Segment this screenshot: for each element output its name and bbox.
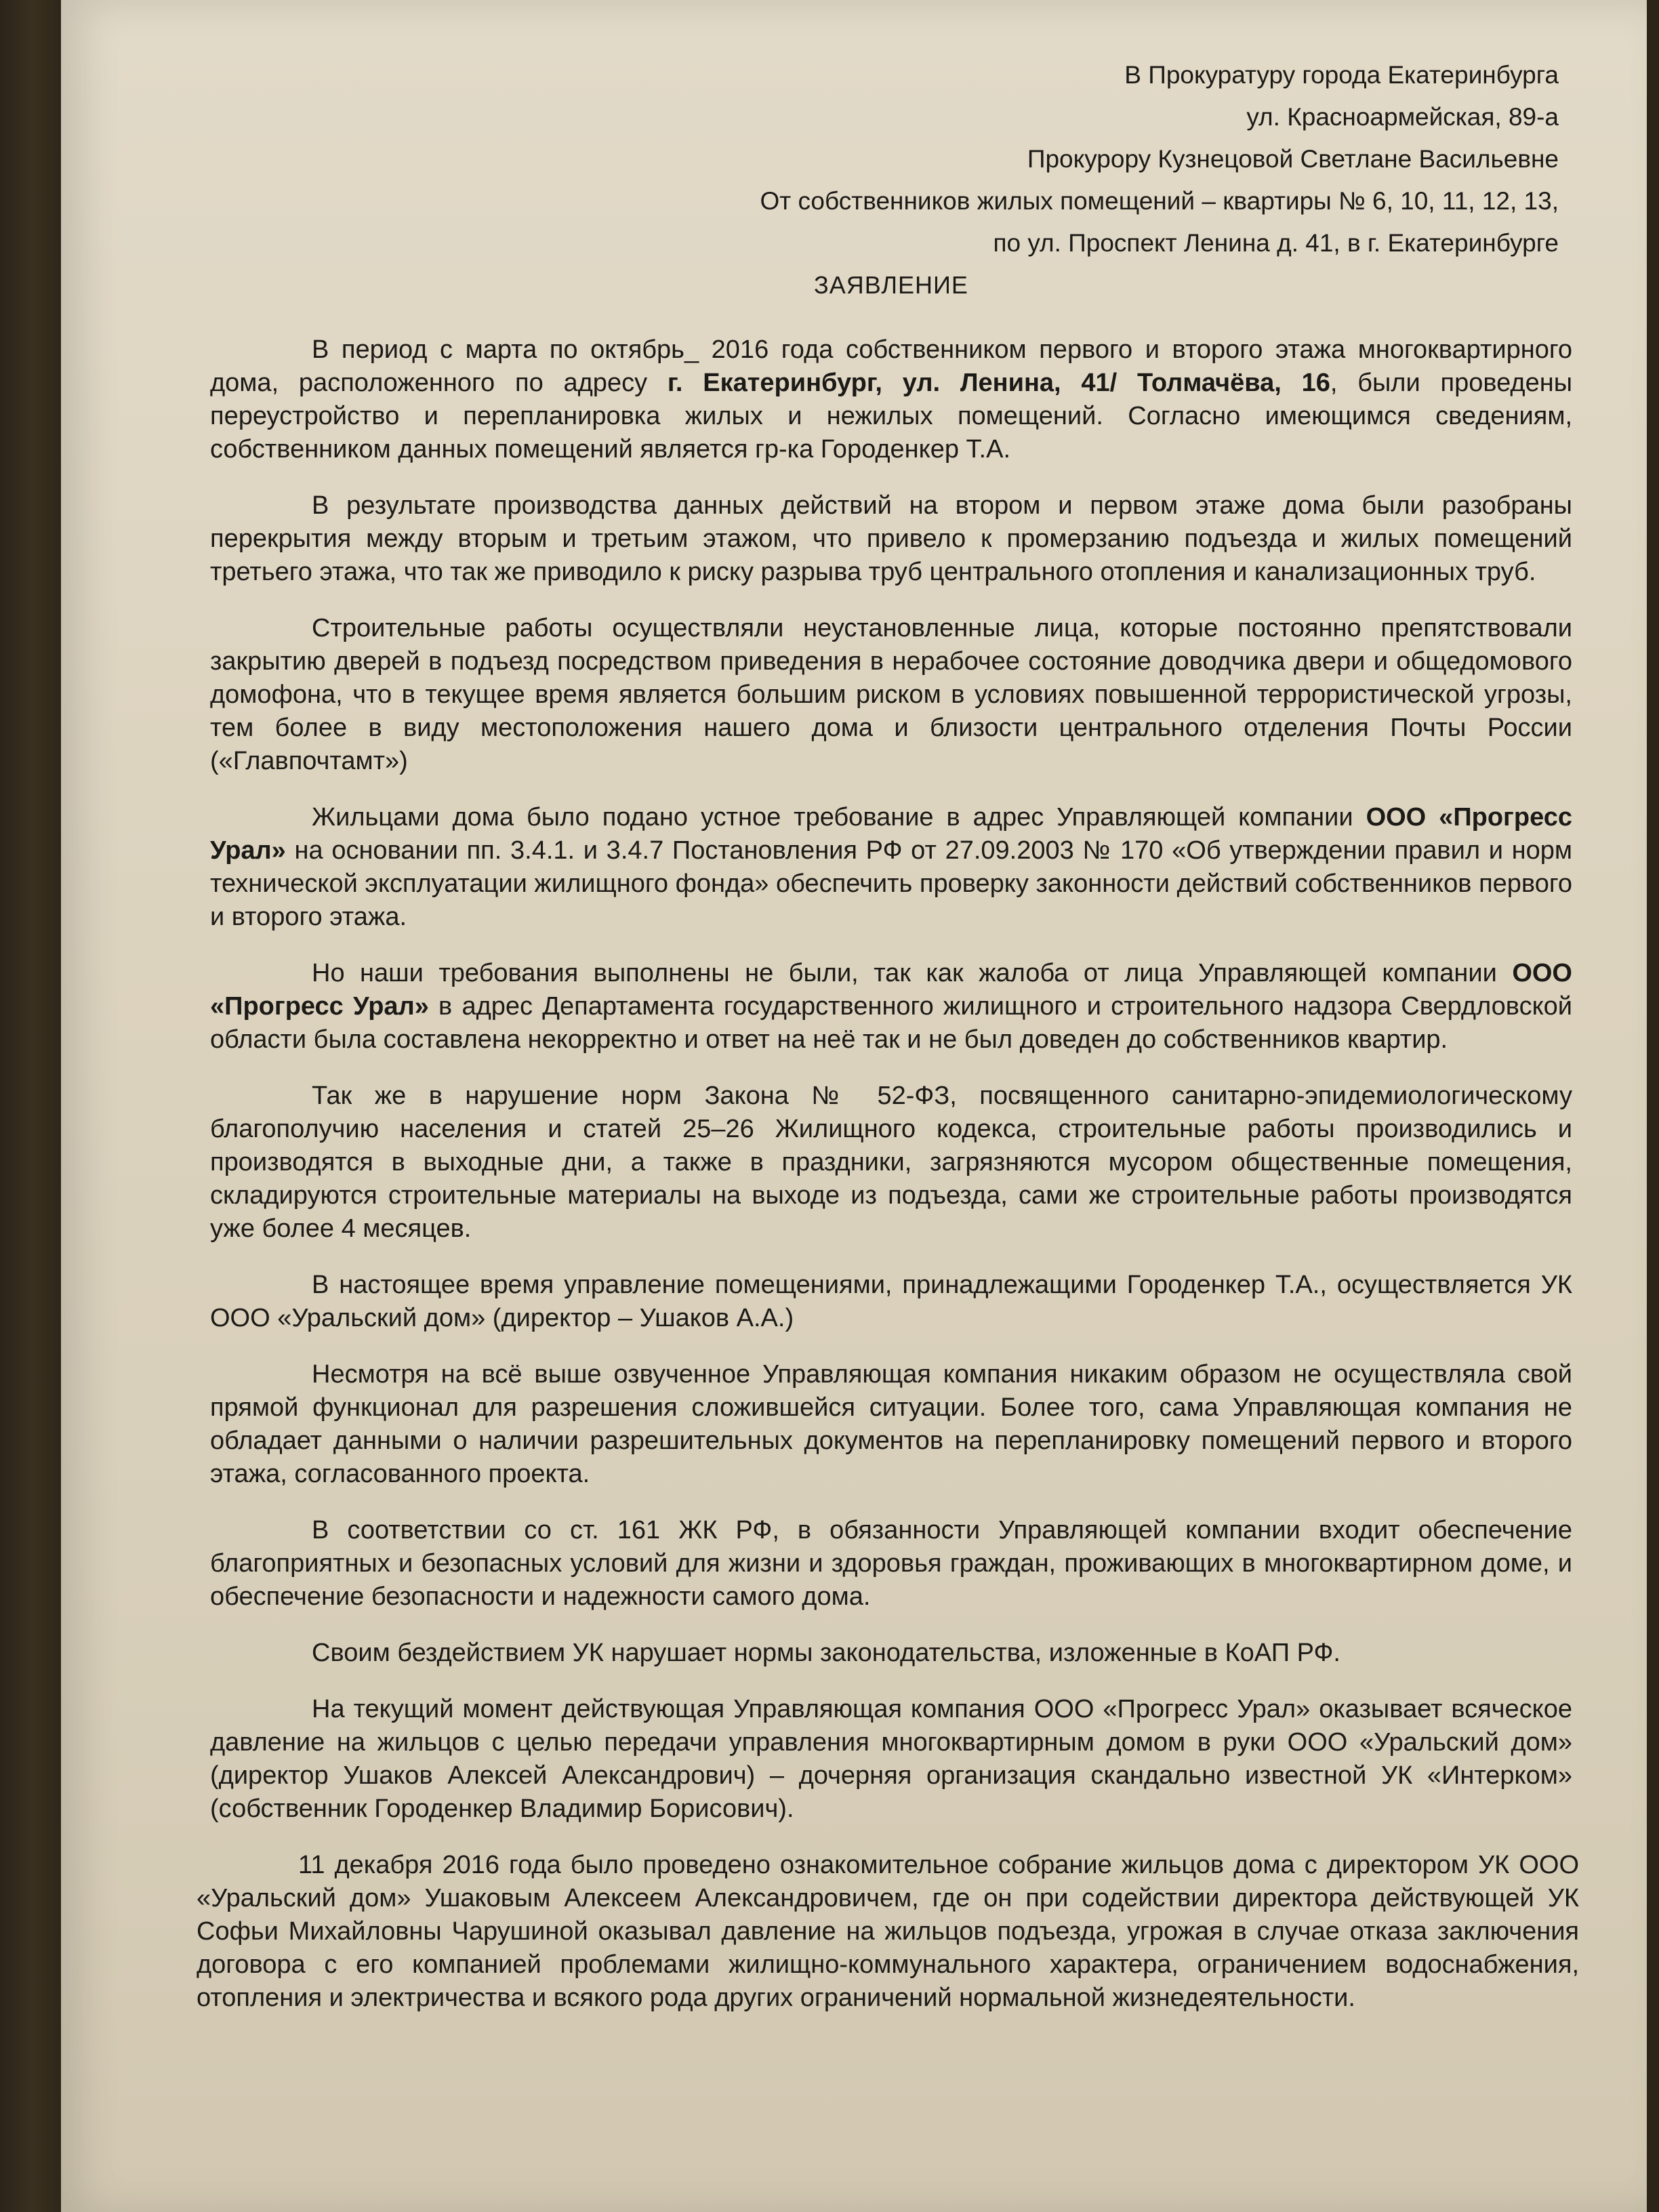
paragraph-text: В период с марта по октябрь_ 2016 года собственником первого и второго этажа многоквартирного дома, расположенного по адресу [210,335,1572,397]
paragraph-text: на основании пп. 3.4.1. и 3.4.7 Постановления РФ от 27.09.2003 № 170 «Об утверждении правил и норм технической эксплуатации жилищного фонда» обеспечить проверку законности действий собственников первого и второго этажа. [210,836,1572,931]
paragraph: Несмотря на всё выше озвученное Управляющая компания никаким образом не осуществляла свой прямой функционал для разрешения сложившейся ситуации. Более того, сама Управляющая компания не обладает данными о наличии разрешительных документов на перепланировку помещений первого и второго этажа, согласованного проекта. [210,1360,1572,1488]
paragraph-text: Жильцами дома было подано устное требование в адрес Управляющей компании [312,803,1366,832]
paragraph: Строительные работы осуществляли неустановленные лица, которые постоянно препятствовали закрытию дверей в подъезд посредством приведения в нерабочее состояние доводчика двери и общедомового домофона, что в текущее время является большим риском в условиях повышенной террористической угрозы, тем более в виду местоположения нашего дома и близости центрального отделения Почты России («Главпочтамт») [210,614,1572,775]
paragraph [210,801,1572,934]
paragraph: В соответствии со ст. 161 ЖК РФ, в обязанности Управляющей компании входит обеспечение благоприятных и безопасных условий для жизни и здоровья граждан, проживающих в многоквартирном доме, и обеспечение безопасности и надежности самого дома. [210,1516,1572,1611]
paragraph-bold-text: ООО «Прогресс Урал» [210,803,1572,865]
paragraph: На текущий момент действующая Управляющая компания ООО «Прогресс Урал» оказывает всяческое давление на жильцов с целью передачи управления многоквартирным домом в руки ООО «Уральский дом» (директор Ушаков Алексей Александрович) – дочерняя организация скандально известной УК «Интерком» (собственник Городенкер Владимир Борисович). [210,1695,1572,1823]
paragraph-text: в адрес Департамента государственного жилищного и строительного надзора Свердловской области была составлена некорректно и ответ на неё так и не был доведен до собственников квартир. [210,992,1572,1054]
paragraph: В настоящее время управление помещениями, принадлежащими Городенкер Т.А., осуществляется УК ООО «Уральский дом» (директор – Ушаков А.А.) [210,1271,1572,1332]
paragraph-bold-text: ООО «Прогресс Урал» [210,959,1572,1021]
addressee-line: ул. Красноармейская, 89-а [1246,103,1559,131]
document-title: ЗАЯВЛЕНИЕ [814,271,968,299]
addressee-block [210,54,1559,264]
paragraph: Так же в нарушение норм Закона № 52-ФЗ, посвященного санитарно-эпидемиологическому благополучию населения и статей 25–26 Жилищного кодекса, строительные работы производились и производятся в выходные дни, а также в праздники, загрязняются мусором общественные помещения, складируются строительные материалы на выходе из подъезда, сами же строительные работы производятся уже более 4 месяцев. [210,1082,1572,1243]
paragraph-bold-text: г. Екатеринбург, ул. Ленина, 41/ Толмачёва, 16 [667,369,1330,397]
addressee-line: В Прокуратуру города Екатеринбурга [1124,61,1559,89]
paragraph-text: , были проведены переустройство и перепланировка жилых и нежилых помещений. Согласно имеющимся сведениям, собственником данных помещений является гр-ка Городенкер Т.А. [210,369,1573,464]
addressee-line: по ул. Проспект Ленина д. 41, в г. Екатеринбурге [993,229,1559,257]
document-page [197,54,1579,2038]
addressee-line: От собственников жилых помещений – квартиры № 6, 10, 11, 12, 13, [760,187,1559,215]
addressee-line: Прокурору Кузнецовой Светлане Васильевне [1027,145,1559,173]
paragraph-text: Но наши требования выполнены не были, так как жалоба от лица Управляющей компании [312,959,1513,987]
paragraph: В результате производства данных действий на втором и первом этаже дома были разобраны перекрытия между вторым и третьим этажом, что привело к промерзанию подъезда и жилых помещений третьего этажа, что так же приводило к риску разрыва труб центрального отопления и канализационных труб. [210,491,1572,586]
paragraph: Своим бездействием УК нарушает нормы законодательства, изложенные в КоАП РФ. [312,1639,1340,1667]
paragraph [210,333,1572,466]
paragraph [210,957,1572,1057]
paragraph: 11 декабря 2016 года было проведено ознакомительное собрание жильцов дома с директором УК ООО «Уральский дом» Ушаковым Алексеем Александровичем, где он при содействии директора действующей УК Софьи Михайловны Чарушиной оказывал давление на жильцов подъезда, угрожая в случае отказа заключения договора с его компанией проблемами жилищно-коммунального характера, ограничением водоснабжения, отопления и электричества и всякого рода других ограничений нормальной жизнедеятельности. [197,1851,1579,2012]
